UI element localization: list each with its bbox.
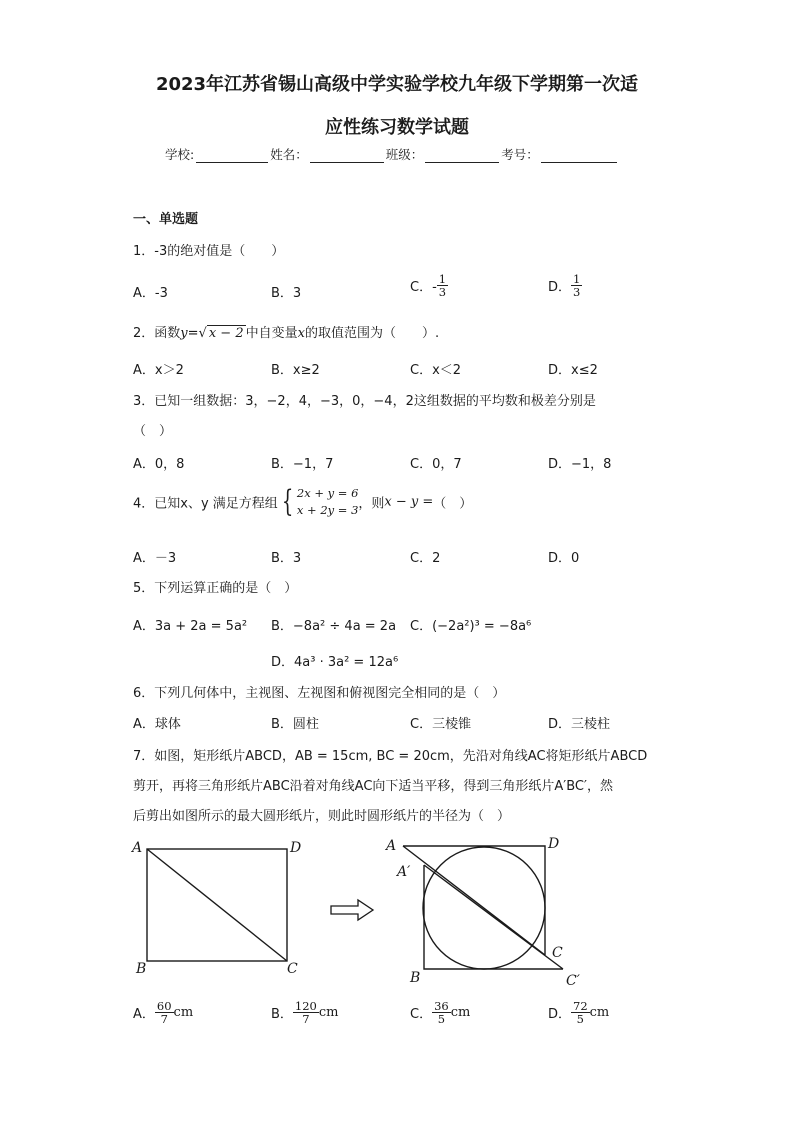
school-label: 学校: [165,147,195,162]
q4-option-b[interactable]: B．3 [271,551,302,566]
question-5-stem: 5．下列运算正确的是（ ） [133,581,298,596]
label-d-right: D [548,836,560,852]
q7-figure-right [384,836,581,989]
question-7-line1: 7．如图，矩形纸片ABCD，AB = 15cm, BC = 20cm，先沿对角线AC将矩形纸片ABCD [133,749,648,764]
label-c-right: C [552,945,563,961]
q7-b-fraction [293,1000,319,1025]
label-b-right: B [410,970,421,986]
q7-a-den: 7 [160,1012,168,1026]
q7-b-num: 120 [294,999,317,1013]
q4-option-d[interactable]: D．0 [548,551,580,566]
section-title: 一、单选题 [133,212,199,227]
q4-option-a[interactable]: A．－3 [133,551,177,566]
q4-option-c[interactable]: C．2 [410,551,441,566]
q7-d-den: 5 [576,1012,584,1026]
q2-post2: 的取值范围为（ ）. [304,326,440,341]
label-a-right: A [386,838,397,854]
q3-option-a[interactable]: A．0，8 [133,457,185,472]
q1-c-den: 3 [438,285,447,299]
q2-pre: 2．函数 [133,326,181,341]
q5-option-d[interactable]: D．4a³ · 3a² = 12a⁶ [271,655,399,670]
student-info-line [165,145,619,163]
q7-c-num: 36 [434,999,449,1013]
diagonal-a2c2 [424,865,563,969]
q7-c-prefix: C． [410,1007,433,1022]
label-c-left: C [287,961,298,977]
q7-figure-left [130,840,301,977]
page-title-line2: 应性练习数学试题 [325,117,469,138]
question-2-stem: 2．函数y=√ x − 2 中自变量x的取值范围为（ ）. [133,326,440,341]
q3-option-c[interactable]: C．0，7 [410,457,462,472]
name-blank[interactable] [310,149,384,163]
q6-option-a[interactable]: A．球体 [133,717,181,732]
q1-option-a[interactable]: A．-3 [133,286,168,301]
q7-d-prefix: D． [548,1007,572,1022]
page-title-line1: 2023年江苏省锡山高级中学实验学校九年级下学期第一次适 [155,74,639,95]
q4-post2: （ ） [433,496,473,512]
q2-eq: = [187,326,199,341]
exam-no-label: 考号： [501,147,539,162]
q1-d-den: 3 [573,285,581,299]
question-3-stem-cont: （ ） [133,424,173,439]
q2-option-d[interactable]: D．x≤2 [548,363,598,378]
q4-pre: 4．已知x、y 满足方程组 [133,496,278,512]
q7-b-den: 7 [302,1012,310,1026]
q4-eq2: x + 2y = 3 [296,503,359,517]
q6-option-d[interactable]: D．三棱柱 [548,717,611,732]
q7-a-unit: cm [173,1005,194,1020]
q1-c-fraction [437,273,448,298]
q7-c-fraction [432,1000,451,1025]
label-a-left: A [132,840,143,856]
school-blank[interactable] [196,149,268,163]
q1-d-num: 1 [573,272,581,286]
label-b-left: B [136,961,147,977]
q7-d-unit: cm [589,1005,610,1020]
question-6-stem: 6．下列几何体中，主视图、左视图和俯视图完全相同的是（ ） [133,686,506,701]
label-d-left: D [290,840,302,856]
question-7-line3: 后剪出如图所示的最大圆形纸片，则此时圆形纸片的半径为（ ） [133,809,511,824]
q2-option-a[interactable]: A．x＞2 [133,363,184,378]
question-1-stem: 1．-3的绝对值是（ ） [133,244,285,259]
q7-b-prefix: B． [271,1007,293,1022]
q2-option-c[interactable]: C．x＜2 [410,363,462,378]
name-label: 姓名： [270,147,308,162]
q7-d-num: 72 [573,999,588,1013]
q2-radicand: x − 2 [208,326,244,341]
q4-post: ，则 [358,496,385,512]
q2-post: 中自变量 [245,326,298,341]
q7-a-fraction [155,1000,174,1025]
q6-option-b[interactable]: B．圆柱 [271,717,319,732]
label-c-prime: C′ [566,973,580,989]
q2-y: y [180,326,188,341]
q2-x: x [297,326,305,341]
class-label: 班级： [385,147,424,162]
exam-no-blank[interactable] [541,149,617,163]
q5-option-b[interactable]: B．−8a² ÷ 4a = 2a [271,619,397,634]
q4-eq1: 2x + y = 6 [296,486,359,500]
q7-a-num: 60 [156,999,172,1013]
q7-option-c[interactable] [410,1000,470,1025]
q1-d-fraction [571,273,582,298]
transform-arrow-icon [331,900,373,920]
q2-option-b[interactable]: B．x≥2 [271,363,320,378]
q1-option-b[interactable]: B．3 [271,286,302,301]
q7-option-b[interactable] [271,1000,338,1025]
question-7-line2: 剪开，再将三角形纸片ABC沿着对角线AC向下适当平移，得到三角形纸片A′BC′，然 [133,779,613,794]
q7-b-unit: cm [318,1005,339,1020]
diagonal-ac [147,849,287,961]
q1-c-prefix: C．- [410,280,437,295]
q6-option-c[interactable]: C．三棱锥 [410,717,472,732]
class-blank[interactable] [425,149,499,163]
q1-option-c[interactable] [410,273,448,298]
q3-option-b[interactable]: B．−1，7 [271,457,334,472]
q1-d-prefix: D． [548,280,572,295]
question-4-stem [133,485,472,519]
q5-option-c[interactable]: C．(−2a²)³ = −8a⁶ [410,619,532,634]
q4-equation-system: { 2x + y = 6 x + 2y = 3 [281,484,359,519]
q7-c-unit: cm [450,1005,471,1020]
q7-c-den: 5 [437,1012,446,1026]
question-3-stem: 3．已知一组数据：3，−2，4，−3，0，−4，2这组数据的平均数和极差分别是 [133,394,596,409]
q7-d-fraction [571,1000,590,1025]
q7-option-a[interactable] [133,1000,193,1025]
q5-option-a[interactable]: A．3a + 2a = 5a² [133,619,248,634]
label-a-prime: A′ [397,864,411,880]
q7-option-d[interactable] [548,1000,609,1025]
q1-option-d[interactable] [548,273,582,298]
q7-a-prefix: A． [133,1007,155,1022]
q7-figure [120,830,640,995]
q3-option-d[interactable]: D．−1，8 [548,457,612,472]
q1-c-num: 1 [438,272,447,286]
q4-expr: x − y = [384,494,434,510]
